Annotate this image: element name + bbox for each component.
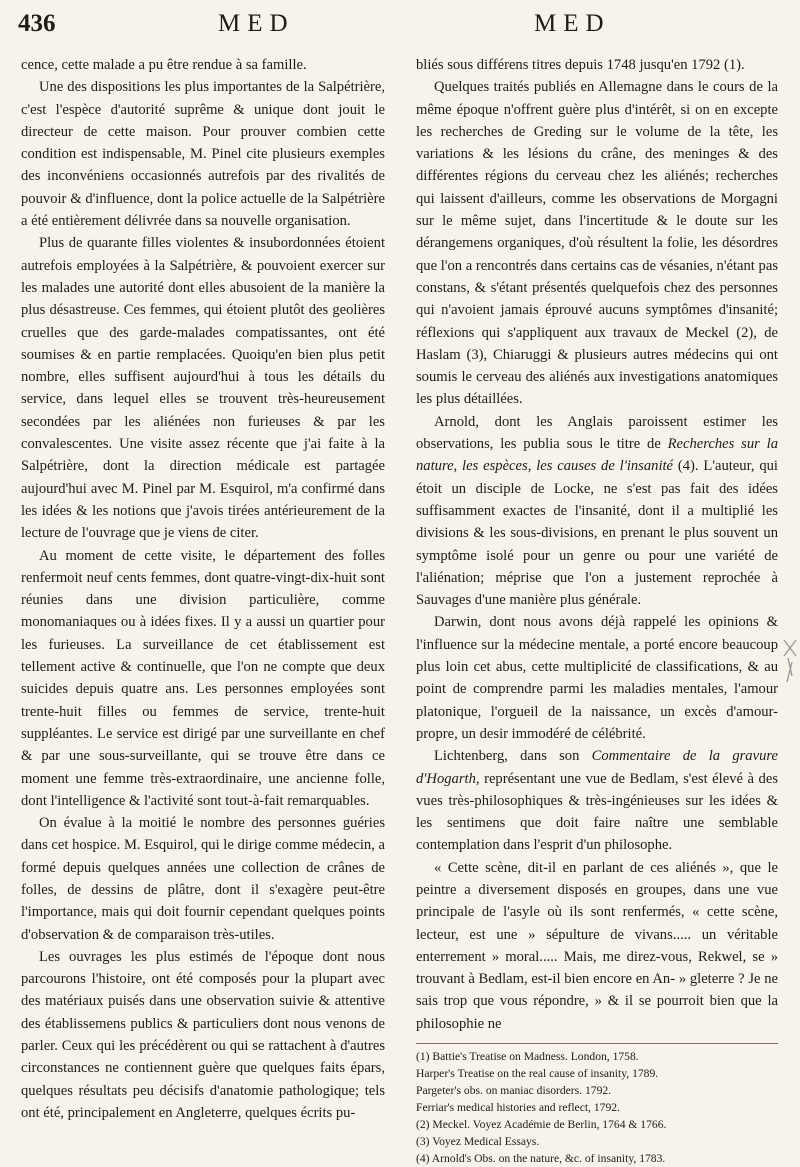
quote-line: » trouvant à Bedlam, est-il bien encore en An- bbox=[416, 948, 778, 988]
footnotes bbox=[416, 1043, 778, 1167]
margin-pencil-mark bbox=[782, 636, 798, 696]
running-head-left: MED bbox=[218, 10, 295, 37]
paragraph bbox=[416, 745, 778, 856]
quotation bbox=[416, 857, 778, 1035]
quote-line: « Cette scène, dit-il en parlant de ces aliénés », bbox=[434, 859, 734, 876]
footnote: Ferriar's medical histories and reflect, 1792. bbox=[416, 1101, 620, 1115]
paragraph-text: , représentant une vue de Bedlam, s'est élevé à des vues très-philosophiques & très-ingénieuses sur les idées & les sentimens que doit faire naître une semblable contemplation dans l'esprit d'un philosophe. bbox=[416, 770, 778, 854]
footnote: (2) Meckel. Voyez Académie de Berlin, 1764 & 1766. bbox=[416, 1118, 667, 1132]
left-column bbox=[21, 54, 385, 1124]
right-column bbox=[416, 54, 778, 1167]
paragraph: Quelques traités publiés en Allemagne dans le cours de la même époque n'offrent guère plus d'intérêt, si on en excepte les recherches de Greding sur le volume de la tête, les variations & les lésions du crâne, des meninges & des différentes régions du cerveau chez les aliénés; recherches qui laissent d'ailleurs, comme les observations de Morgagni sur le même sujet, dans l'incertitude & le doute sur les dérangemens organiques, d'où résultent la folie, les désordres que l'on a rencontrés dans certains cas de vésanies, n'étant pas constans, & s'étant présentés quelquefois chez des personnes qui n'avoient jamais éprouvé aucuns symptômes d'insanité; réflexions qui s'appliquent aux travaux de Meckel (2), de Haslam (3), Chiaruggi & plusieurs autres médecins qui ont soumis le cerveau des aliénés aux investigations anatomiques les plus détaillées. bbox=[416, 79, 778, 408]
paragraph-text: (4). L'auteur, qui étoit un disciple de Locke, ne s'est pas fait des idées suffisamment exactes de l'insanité, dont il a multiplié les divisions & les sous-divisions, en prenant le plus souvent un symptôme isolé pour un genre ou pour une variété de l'aliénation; méprise que l'on a justement reprochée à Sauvages d'une manière plus générale. bbox=[416, 458, 778, 609]
paragraph: Une des dispositions les plus importantes de la Salpétrière, c'est l'espèce d'autorité suprême & unique dont jouit le directeur de cette maison. Pour prouver combien cette condition est indispensable, M. Pinel cite plusieurs exemples des inconvéniens occasionnés autrefois par des rivalités de pouvoir & d'influence, dont la police actuelle de la Salpétrière a été entièrement délivrée dans sa nouvelle organisation. bbox=[21, 79, 385, 230]
footnote: Harper's Treatise on the real cause of insanity, 1789. bbox=[416, 1067, 659, 1081]
footnote: Pargeter's obs. on maniac disorders. 1792. bbox=[416, 1084, 612, 1098]
running-head-right: MED bbox=[534, 10, 611, 37]
paragraph: cence, cette malade a pu être rendue à sa famille. bbox=[21, 57, 307, 73]
page-number: 436 bbox=[18, 10, 56, 37]
paragraph: Au moment de cette visite, le département des folles renfermoit neuf cents femmes, dont quatre-vingt-dix-huit sont réunies dans une division particulière, comme monomaniaques ou à idées fixes. Il y a aussi un quartier pour les furieuses. La surveillance de cet établissement est tellement active & continuelle, que l'on ne compte que deux suicides depuis quatre ans. Les personnes employées sont trente-huit filles ou femmes de service, trente-huit suppléantes. Le service est dirigé par une surveillante en chef & par une sous-surveillante, qui se trouve être dans ce moment une femme très-extraordinaire, une ancienne folle, dont l'intelligence & l'activité sont tout-à-fait remarquables. bbox=[21, 547, 385, 809]
running-header bbox=[18, 6, 782, 42]
quote-line: » moral..... Mais, me direz-vous, Rekwel, se bbox=[491, 948, 765, 965]
paragraph bbox=[416, 411, 778, 612]
pencil-mark-icon bbox=[782, 636, 798, 696]
paragraph: bliés sous différens titres depuis 1748 jusqu'en 1792 (1). bbox=[416, 57, 745, 73]
quote-line: » sépulture de vivans..... un véritable enterrement bbox=[416, 926, 779, 965]
quote-line: » gleterre ? Je ne sais trop que vous répondre, bbox=[416, 971, 778, 1010]
paragraph: Darwin, dont nous avons déjà rappelé les opinions & l'influence sur la médecine mentale, a porté encore beaucoup plus loin cet abus, cette multiplicité de classifications, & au point de comprendre parmi les maladies mentales, l'amour platonique, l'orgueil de la naissance, un excès d'amour-propre, un desir immodéré de célébrité. bbox=[416, 614, 778, 742]
paragraph: On évalue à la moitié le nombre des personnes guéries dans cet hospice. M. Esquirol, qui le dirige comme médecin, a formé depuis quelques années une collection de crânes de folles, de dessins de plâtre, dont il s'exagère peut-être l'importance, mais qui doit fournir cependant quelques points d'observation & de comparaison très-utiles. bbox=[21, 815, 385, 943]
paragraph-text: Arnold, dont les Anglais paroissent estimer les observations, les publia sous le titre de bbox=[416, 413, 778, 453]
footnote: (3) Voyez Medical Essays. bbox=[416, 1135, 540, 1149]
footnote: (1) Battie's Treatise on Madness. London, 1758. bbox=[416, 1050, 639, 1064]
footnote: (4) Arnold's Obs. on the nature, &c. of insanity, 1783. bbox=[416, 1152, 666, 1166]
quote-line: sont renfermés, « cette scène, lecteur, est une bbox=[416, 904, 778, 943]
paragraph: Les ouvrages les plus estimés de l'époque dont nous parcourons l'histoire, ont été composés pour la plupart avec des matériaux puisés dans une observation suivie & attentive des établissemens publics & particuliers dont nous venons de parler. Ceux qui les précédèrent ou qui se rattachent à d'autres circonstances ne contiennent guère que quelques faits épars, quelques résultats peu décisifs d'anatomie pathologique; tels ont été, principalement en Angleterre, quelques écrits pu- bbox=[21, 948, 385, 1121]
paragraph-text: Lichtenberg, dans son bbox=[434, 748, 592, 765]
book-title: Commentaire de la gravure d'Hogarth bbox=[416, 748, 778, 787]
quote-line: » & il se pourroit bien que la philosophie ne bbox=[416, 993, 778, 1032]
paragraph: Plus de quarante filles violentes & insubordonnées étoient autrefois employées à la Salpétrière, & pouvoient exercer sur les malades une autorité dont elles abusoient de la manière la plus désastreuse. Ces femmes, qui étoient plutôt des geolières cruelles que des garde-malades compatissantes, ont été soumises & en partie remplacées. Quoiqu'en bien plus petit nombre, elles suffisent aujourd'hui à tous les détails du service, dans lequel elles se trouvent très-heureusement secondées par les aliénées non furieuses & par les convalescentes. Une visite assez récente que j'ai faite à la Salpétrière, dont la direction médicale est partagée aujourd'hui avec M. Pinel par M. Esquirol, m'a confirmé dans les idées & les notions que j'avois tirées antérieurement de la lecture de l'ouvrage que je viens de citer. bbox=[21, 235, 385, 542]
quote-line: que le peintre a diversement disposés en groupes, dans une vue principale de l'asyle où ils bbox=[416, 859, 778, 921]
book-title: Recherches sur la nature, les espèces, les causes de l'insanité bbox=[416, 436, 778, 475]
